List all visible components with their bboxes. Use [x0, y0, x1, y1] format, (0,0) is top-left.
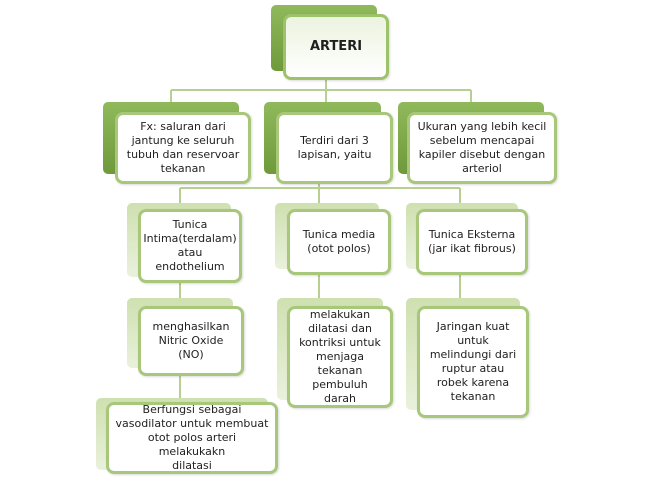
vasodilator-node	[106, 402, 278, 474]
level1-layers-node	[276, 112, 393, 184]
connector-root-level1	[171, 80, 471, 103]
jaringan-kuat-label: Jaringan kuat untuk melindungi dari ruptur atau robek karena tekanan	[429, 320, 517, 403]
level1-arteriol-node	[407, 112, 557, 184]
tunica-intima-label: Tunica Intima(terdalam) atau endothelium	[143, 218, 237, 273]
tunica-eksterna-node	[416, 209, 528, 275]
dilatasi-kontriksi-node	[287, 306, 393, 408]
tunica-media-node	[287, 209, 391, 275]
level1-arteriol-label: Ukuran yang lebih kecil sebelum mencapai kapiler disebut dengan arteriol	[417, 120, 547, 175]
tunica-intima-node	[138, 209, 242, 283]
vasodilator-label: Berfungsi sebagai vasodilator untuk membuat otot polos arteri melakukakn dilatasi	[115, 403, 269, 472]
level1-function-label: Fx: saluran dari jantung ke seluruh tubuh dan reservoar tekanan	[126, 120, 240, 175]
level1-layers-label: Terdiri dari 3 lapisan, yaitu	[297, 134, 372, 161]
level1-function-node	[115, 112, 251, 184]
root-node	[283, 14, 389, 80]
nitric-oxide-label: menghasilkan Nitric Oxide (NO)	[152, 320, 230, 361]
tunica-eksterna-label: Tunica Eksterna (jar ikat fibrous)	[428, 228, 516, 255]
jaringan-kuat-node	[417, 306, 529, 418]
tunica-media-label: Tunica media (otot polos)	[302, 228, 376, 255]
root-node-label: ARTERI	[309, 39, 363, 54]
dilatasi-kontriksi-label: melakukan dilatasi dan kontriksi untuk menjaga tekanan pembuluh darah	[299, 308, 381, 405]
nitric-oxide-node	[138, 306, 244, 376]
